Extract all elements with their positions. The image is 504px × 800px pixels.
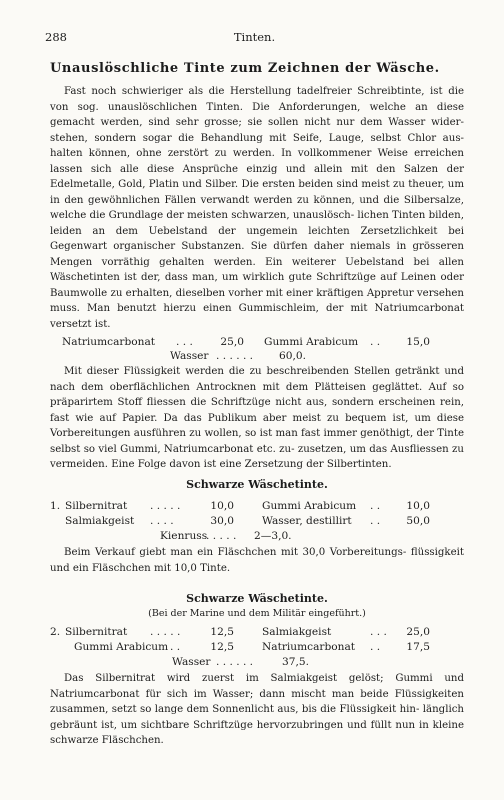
leader-dots: . . . . . . — [216, 656, 254, 668]
leader-dots: . . . . — [150, 515, 174, 527]
ingredient-value: 60,0. — [279, 350, 306, 362]
leader-dots: . . . . . — [206, 530, 237, 542]
ingredient-value: 10,0 — [210, 500, 234, 512]
page-number: 288 — [45, 30, 67, 44]
ingredient-value: 10,0 — [406, 500, 430, 512]
recipe-row — [0, 515, 504, 530]
recipe-number: 1. — [50, 500, 61, 512]
leader-dots: . . . — [176, 336, 193, 348]
ingredient-name: Wasser — [172, 656, 211, 668]
recipe-number: 2. — [50, 626, 61, 638]
ingredient-name: Kienruss — [160, 530, 208, 542]
paragraph: Beim Verkauf giebt man ein Fläschchen mit 30,0 Vorbereitungs- flüssigkeit und ein Fläschchen mit 10,0 Tinte. — [50, 547, 464, 574]
recipe-row — [0, 641, 504, 656]
section-title: Schwarze Wäschetinte. — [186, 592, 328, 605]
ingredient-name: Gummi Arabicum — [262, 500, 357, 512]
leader-dots: . . — [370, 336, 381, 348]
ingredient-name: Gummi Arabicum — [74, 641, 169, 653]
leader-dots: . . — [370, 641, 381, 653]
ingredient-value: 25,0 — [220, 336, 244, 348]
recipe-row — [0, 626, 504, 641]
paragraph: Das Silbernitrat wird zuerst im Salmiakgeist gelöst; Gummi und Natriumcarbonat für sich im Wasser; dann mischt man beide Flüssigkeiten zusammen, setzt so lange dem Sonnenlicht aus, bis die Flüssigkeit hin- länglich gebräunt ist, um sichtbare Schriftzüge hervorzubringen und füllt nun in kleine schwarze Fläschchen. — [50, 673, 464, 746]
ingredient-name: Salmiakgeist — [262, 626, 332, 638]
ingredient-name: Salmiakgeist — [65, 515, 135, 527]
ingredient-name: Wasser, destillirt — [262, 515, 352, 527]
recipe-row — [0, 500, 504, 515]
ingredient-value: 2—3,0. — [254, 530, 292, 542]
paragraph: Mit dieser Flüssigkeit werden die zu beschreibenden Stellen getränkt und nach dem oberflächlichen Antrocknen mit dem Plätteisen geglättet. Auf so präparirtem Stoff fliessen die Schriftzüge nicht aus, sondern erscheinen rein, fast wie auf Papier. Da das Publikum aber meist zu bequem ist, um diese Vorbereitungen ausführen zu wollen, so ist man fast immer genöthigt, der Tinte selbst so viel Gummi, Natriumcarbonat etc. zu- zusetzen, um das Ausfliessen zu vermeiden. Eine Folge davon ist eine Zersetzung der Silbertinten. — [50, 366, 464, 470]
section-note: (Bei der Marine und dem Militär eingeführt.) — [148, 608, 366, 619]
page-header — [45, 30, 464, 46]
ingredient-value: 15,0 — [406, 336, 430, 348]
recipe-row — [0, 336, 504, 351]
leader-dots: . . . — [370, 626, 387, 638]
ingredient-value: 30,0 — [210, 515, 234, 527]
running-title: Tinten. — [233, 30, 276, 44]
leader-dots: . . — [370, 500, 381, 512]
leader-dots: . . — [370, 515, 381, 527]
ingredient-value: 12,5 — [210, 641, 234, 653]
chapter-title: Unauslöschliche Tinte zum Zeichnen der Wäsche. — [50, 61, 440, 76]
ingredient-value: 25,0 — [406, 626, 430, 638]
ingredient-name: Silbernitrat — [65, 626, 128, 638]
recipe-row — [0, 656, 504, 671]
ingredient-name: Wasser — [170, 350, 209, 362]
leader-dots: . . . . . . — [216, 350, 254, 362]
section-title: Schwarze Wäschetinte. — [186, 478, 328, 491]
leader-dots: . . . . . — [150, 626, 181, 638]
ingredient-name: Silbernitrat — [65, 500, 128, 512]
ingredient-value: 50,0 — [406, 515, 430, 527]
ingredient-name: Natriumcarbonat — [62, 336, 156, 348]
recipe-row — [0, 530, 504, 545]
ingredient-value: 12,5 — [210, 626, 234, 638]
recipe-row — [0, 350, 504, 365]
ingredient-name: Natriumcarbonat — [262, 641, 356, 653]
ingredient-value: 37,5. — [282, 656, 309, 668]
leader-dots: . . . . . — [150, 500, 181, 512]
ingredient-name: Gummi Arabicum — [264, 336, 359, 348]
leader-dots: . . — [170, 641, 181, 653]
ingredient-value: 17,5 — [406, 641, 430, 653]
intro-paragraph: Fast noch schwieriger als die Herstellung tadelfreier Schreibtinte, ist die von sog. unauslöschlichen Tinten. Die Anforderungen, welche an diese gemacht werden, sind sehr grosse; sie sollen nicht nur dem Wasser wider- stehen, sondern sogar die Behandlung mit Seife, Lauge, selbst Chlor aus- halten können, ohne zerstört zu werden. In vollkommener Weise erreichen lassen sich alle diese Ansprüche einzig und allein mit den Salzen der Edelmetalle, Gold, Platin und Silber. Die ersten beiden sind meist zu theuer, um in den gewöhnlichen Fällen verwandt werden zu können, und die Silbersalze, welche die Grundlage der meisten schwarzen, unauslösch- lichen Tinten bilden, leiden an dem Uebelstand der ungemein leichten Zersetzlichkeit bei Gegenwart organischer Substanzen. Sie dürfen daher niemals in grösseren Mengen vorräthig gehalten werden. Ein weiterer Uebelstand bei allen Wäschetinten ist der, dass man, um wirklich gute Schriftzüge auf Leinen oder Baumwolle zu erhalten, dieselben vorher mit einer kräftigen Appretur versehen muss. Man benutzt hierzu einen Gummischleim, der mit Natriumcarbonat versetzt ist. — [50, 86, 464, 330]
